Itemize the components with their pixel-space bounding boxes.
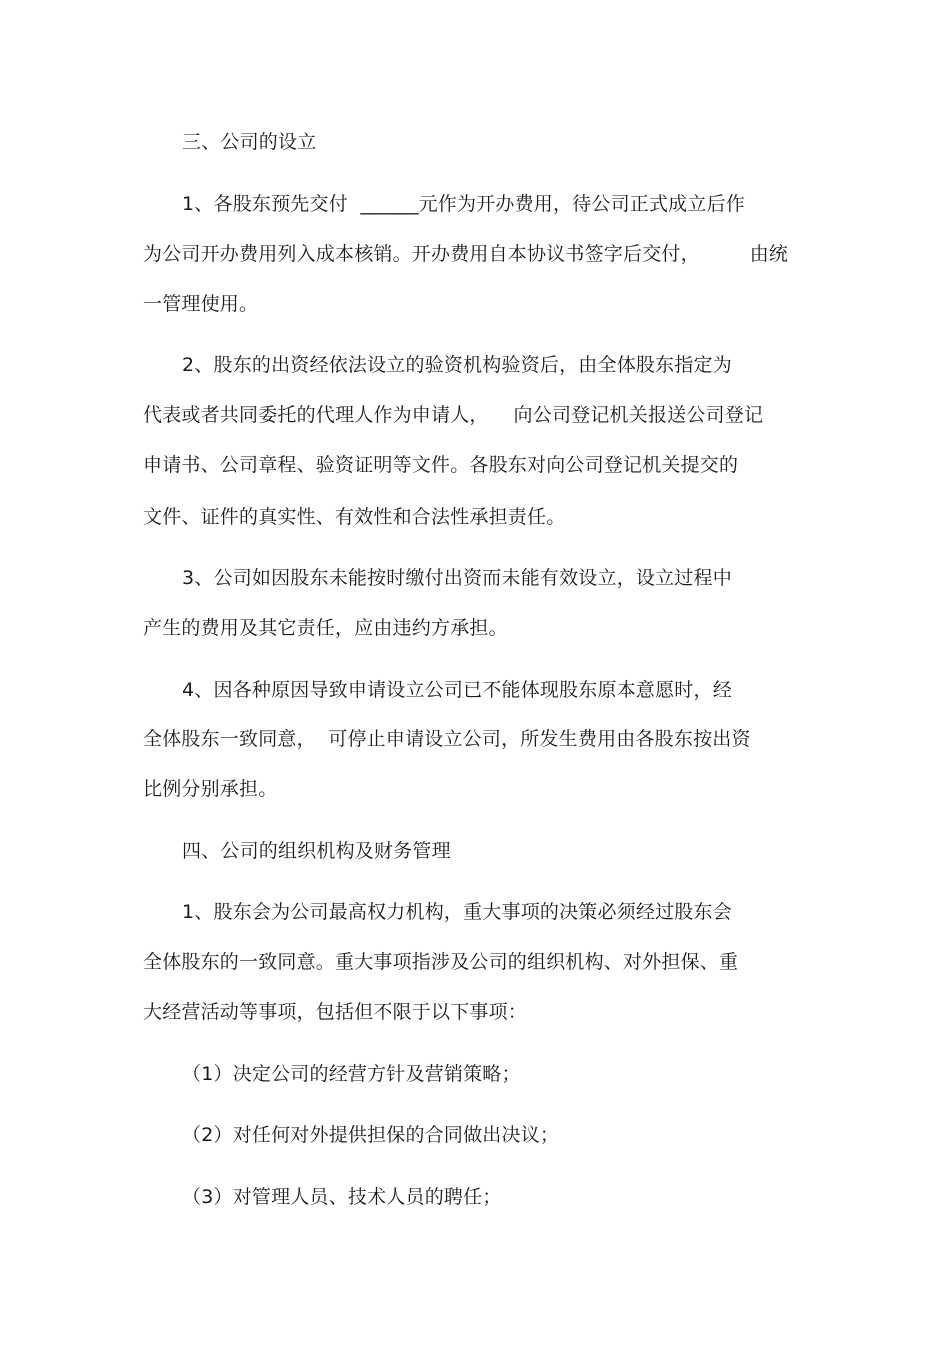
list-item: （1）决定公司的经营方针及营销策略； [182, 1063, 521, 1085]
paragraph-2-line-2: 代表或者共同委托的代理人作为申请人， 向公司登记机关报送公司登记 [143, 404, 764, 426]
paragraph-2-line-4: 文件、证件的真实性、有效性和合法性承担责任。 [143, 506, 566, 528]
paragraph-1-line-3: 一管理使用。 [143, 293, 259, 315]
section-heading-3: 三、公司的设立 [182, 131, 317, 153]
paragraph-2-line-3: 申请书、公司章程、验资证明等文件。各股东对向公司登记机关提交的 [143, 454, 739, 476]
paragraph-4-line-3: 比例分别承担。 [143, 778, 278, 800]
paragraph-1-line-2: 为公司开办费用列入成本核销。开办费用自本协议书签字后交付， 由统 [143, 243, 789, 265]
list-item: （3）对管理人员、技术人员的聘任； [182, 1186, 502, 1208]
paragraph-4-line-1: 4、因各种原因导致申请设立公司已不能体现股东原本意愿时，经 [182, 679, 732, 701]
paragraph-3-line-2: 产生的费用及其它责任，应由违约方承担。 [143, 617, 508, 639]
paragraph-5-line-2: 全体股东的一致同意。重大事项指涉及公司的组织机构、对外担保、重 [143, 951, 739, 973]
list-item: （2）对任何对外提供担保的合同做出决议； [182, 1124, 560, 1146]
paragraph-3-line-1: 3、公司如因股东未能按时缴付出资而未能有效设立，设立过程中 [182, 567, 732, 589]
paragraph-5-line-1: 1、股东会为公司最高权力机构，重大事项的决策必须经过股东会 [182, 901, 732, 923]
paragraph-2-line-1: 2、股东的出资经依法设立的验资机构验资后，由全体股东指定为 [182, 354, 732, 376]
paragraph-5-line-3: 大经营活动等事项，包括但不限于以下事项： [143, 1001, 528, 1023]
paragraph-1-line-1: 1、各股东预先交付 ______元作为开办费用，待公司正式成立后作 [182, 193, 745, 215]
section-heading-4: 四、公司的组织机构及财务管理 [182, 840, 451, 862]
paragraph-4-line-2: 全体股东一致同意， 可停止申请设立公司，所发生费用由各股东按出资 [143, 728, 751, 750]
